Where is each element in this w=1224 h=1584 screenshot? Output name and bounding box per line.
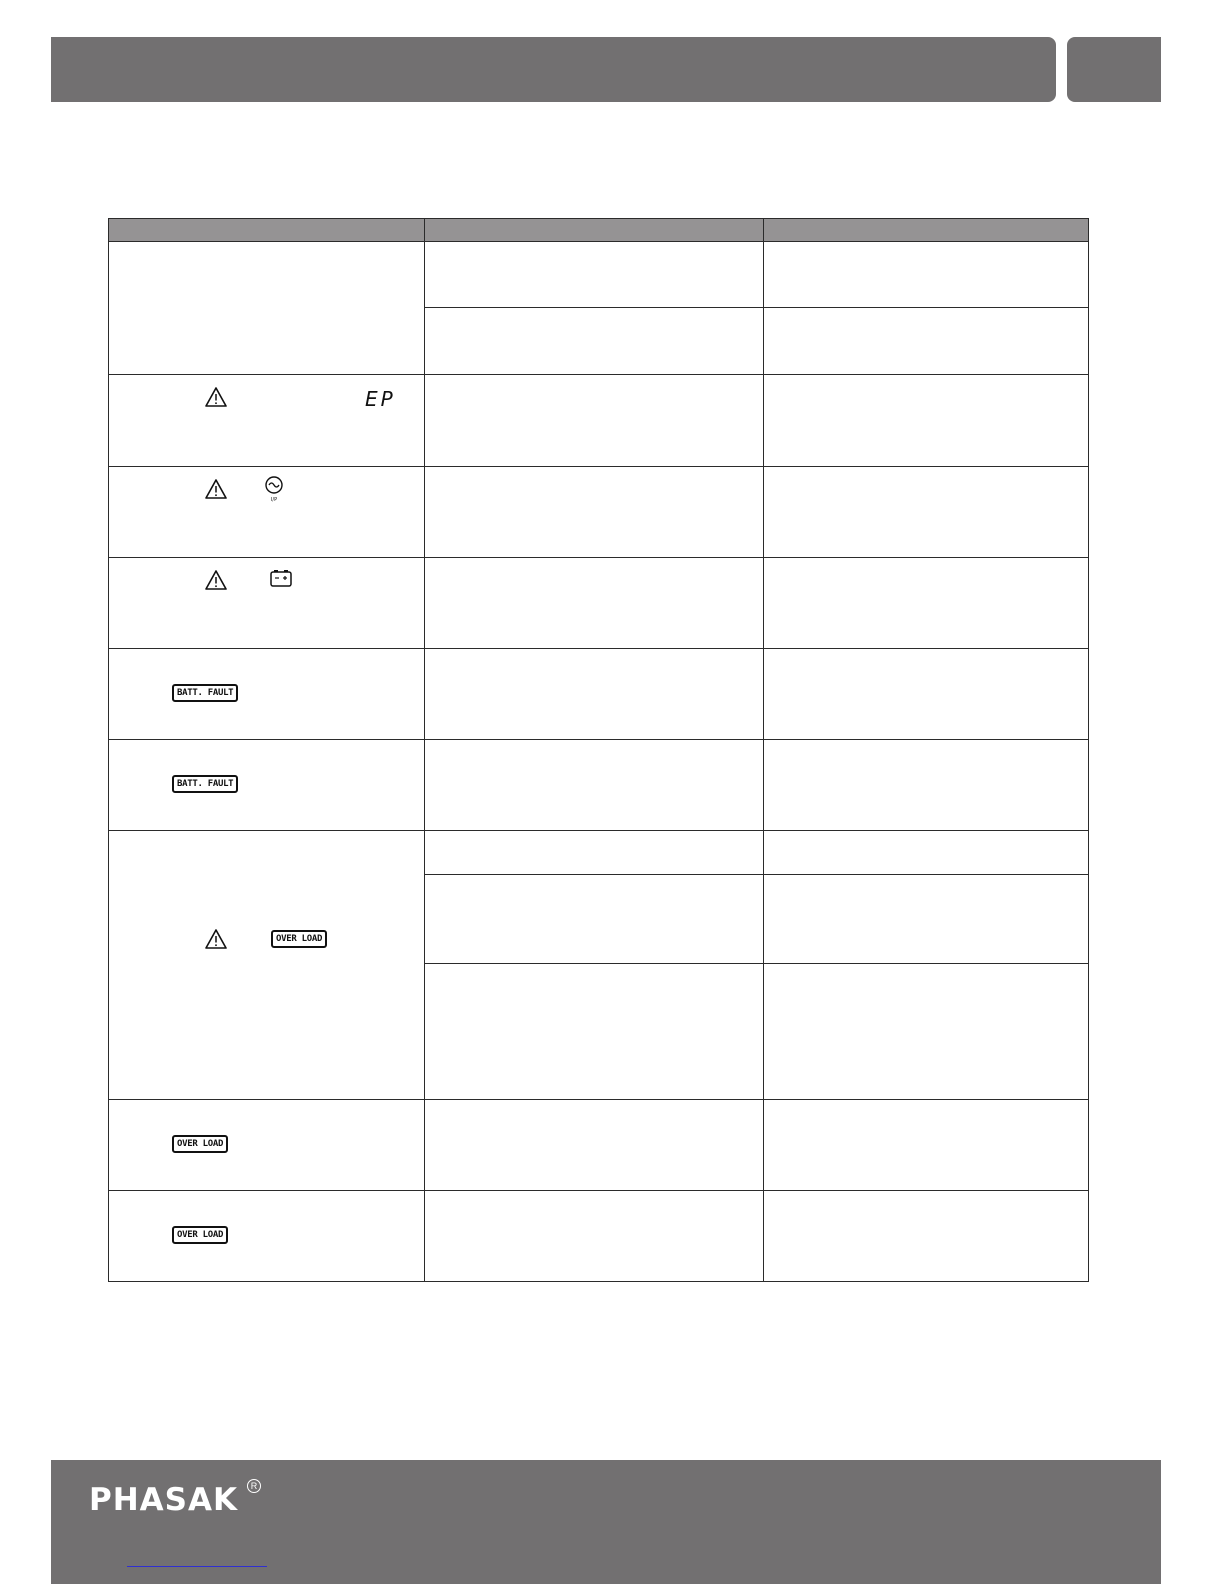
table-row [109,1100,1089,1191]
symptom-cell [109,375,425,467]
brand-logo: PHASAK [89,1482,238,1518]
table-row [109,467,1089,558]
symptom-cell [109,1100,425,1191]
column-header-cause [425,219,764,242]
column-header-solution [764,219,1089,242]
solution-cell [764,467,1089,558]
table-row [109,375,1089,467]
solution-cell [764,831,1089,875]
solution-cell [764,1191,1089,1282]
header-bar [51,37,1056,102]
cause-cell [425,1100,764,1191]
ep-code-display: EP [365,387,396,411]
symptom-cell [109,649,425,740]
cause-cell [425,875,764,964]
cause-cell [425,375,764,467]
warning-triangle-icon [205,479,227,499]
table-row [109,242,1089,308]
warning-triangle-icon [205,387,227,407]
table-row [109,558,1089,649]
over-load-indicator: OVER LOAD [172,1226,228,1244]
symptom-cell [109,467,425,558]
cause-cell [425,1191,764,1282]
cause-cell [425,467,764,558]
page-number-tab [1067,37,1161,102]
solution-cell [764,964,1089,1100]
batt-fault-indicator: BATT. FAULT [172,684,238,702]
warning-triangle-icon [205,929,227,949]
over-load-indicator: OVER LOAD [271,930,327,948]
battery-icon [270,569,292,587]
solution-cell [764,308,1089,375]
symptom-cell [109,242,425,375]
ac-input-icon [263,475,285,503]
symptom-cell [109,1191,425,1282]
symptom-cell [109,740,425,831]
svg-text:I/P: I/P [270,497,278,503]
cause-cell [425,242,764,308]
warning-triangle-icon [205,570,227,590]
batt-fault-indicator: BATT. FAULT [172,775,238,793]
cause-cell [425,740,764,831]
troubleshooting-table [108,218,1088,1282]
over-load-indicator: OVER LOAD [172,1135,228,1153]
solution-cell [764,649,1089,740]
cause-cell [425,831,764,875]
solution-cell [764,375,1089,467]
solution-cell [764,558,1089,649]
table-row [109,649,1089,740]
cause-cell [425,558,764,649]
table-row [109,831,1089,875]
table-header-row [109,219,1089,242]
solution-cell [764,1100,1089,1191]
table-row [109,1191,1089,1282]
table-row [109,740,1089,831]
registered-mark: R [247,1479,261,1493]
solution-cell [764,875,1089,964]
solution-cell [764,242,1089,308]
cause-cell [425,649,764,740]
column-header-symptom [109,219,425,242]
cause-cell [425,964,764,1100]
solution-cell [764,740,1089,831]
cause-cell [425,308,764,375]
footer-bar [51,1460,1161,1584]
footer-link[interactable] [127,1566,267,1567]
symptom-cell [109,558,425,649]
symptom-cell [109,831,425,1100]
